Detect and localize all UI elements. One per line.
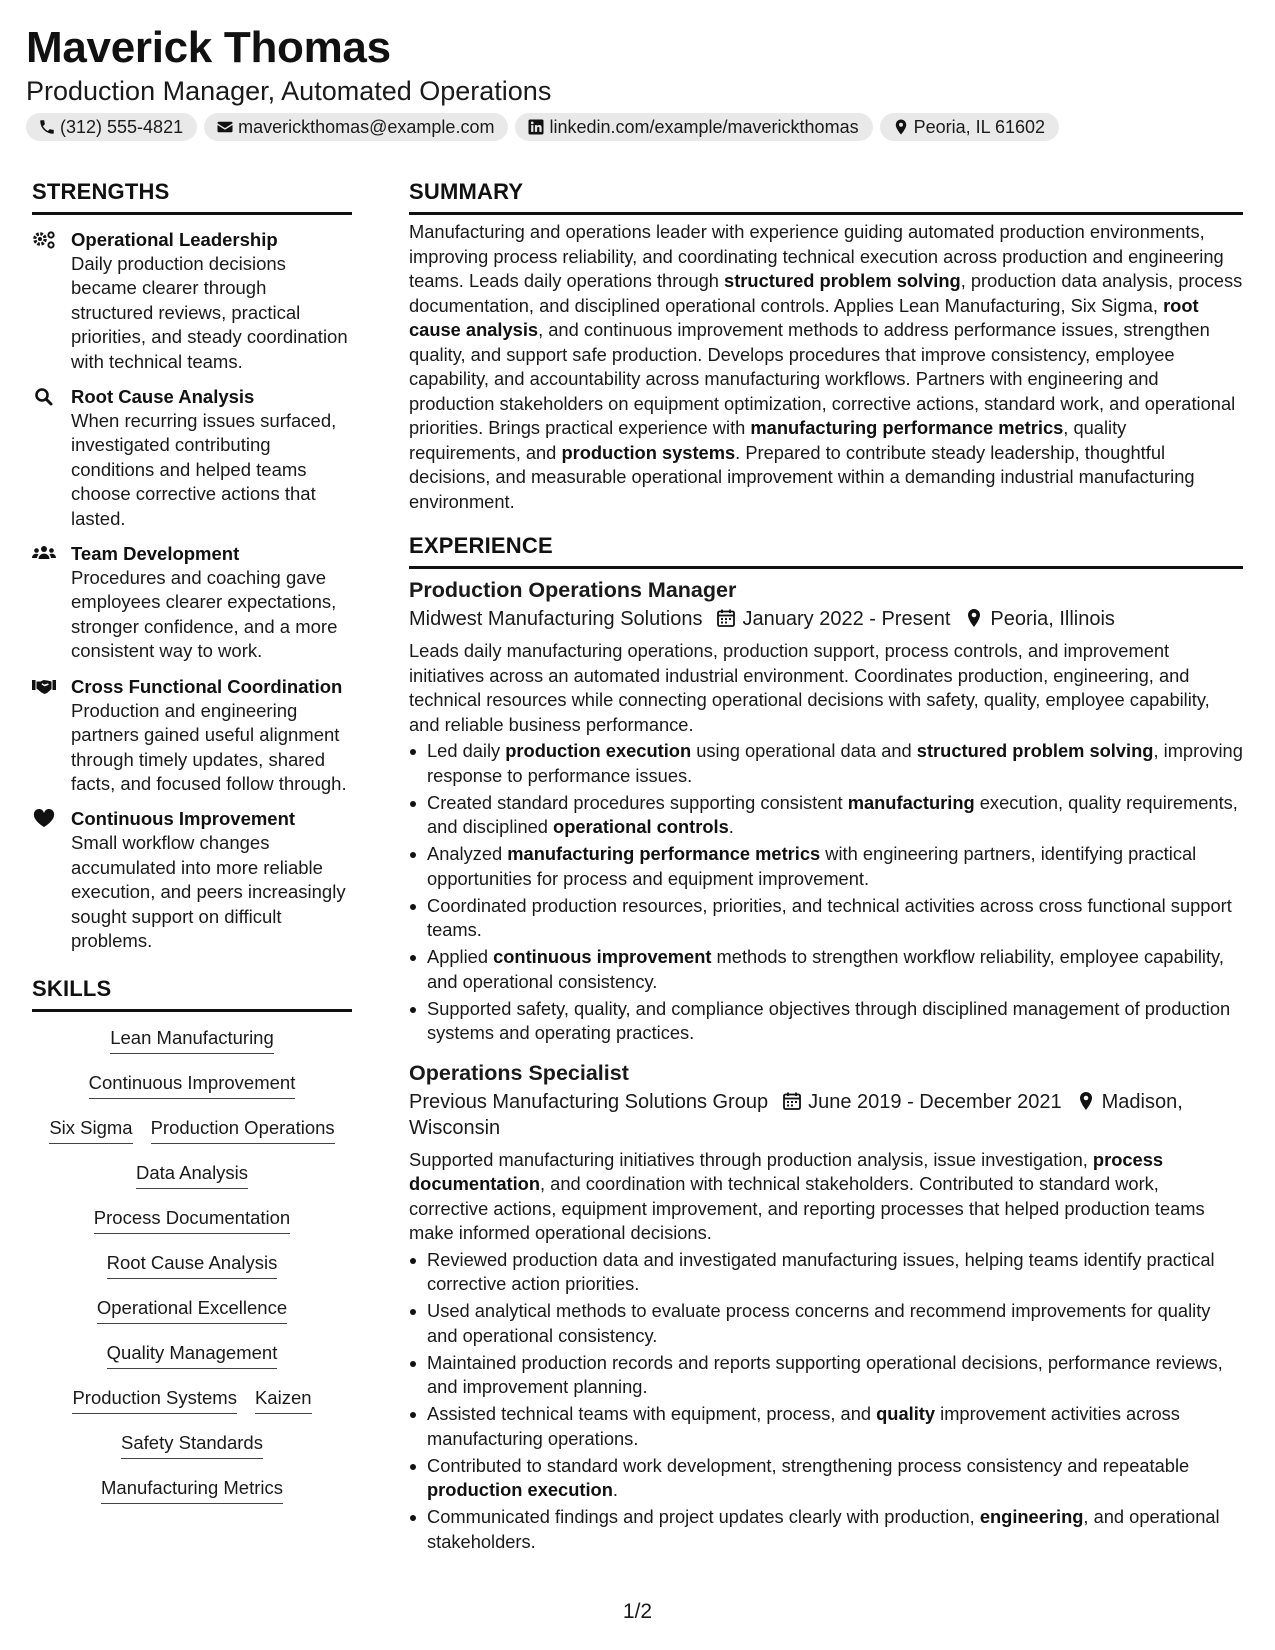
- achievement-bullet: Used analytical methods to evaluate process concerns and recommend improvements for quality and operational consistency.: [409, 1299, 1243, 1348]
- skill-tag: Six Sigma: [49, 1116, 132, 1144]
- contact-phone[interactable]: [26, 113, 197, 141]
- job-dates: June 2019 - December 2021: [808, 1090, 1062, 1113]
- job-company: Previous Manufacturing Solutions Group: [409, 1090, 769, 1113]
- bold-keyword: quality: [876, 1403, 936, 1424]
- skill-tag: Production Operations: [151, 1116, 335, 1144]
- job-description: Leads daily manufacturing operations, production support, process controls, and improvement initiatives across an automated industrial environment. Coordinates production, engineering, and technical resources while connecting operational decisions with safety, quality, employee capability, and reliable business performance.: [409, 640, 1210, 735]
- section-divider: [32, 212, 352, 215]
- job-achievements: [409, 1248, 1243, 1555]
- skill-tag: Continuous Improvement: [89, 1071, 296, 1099]
- job-location: Peoria, Illinois: [990, 608, 1115, 630]
- strength-description: Daily production decisions became clearer through structured reviews, practical priorities, and steady coordination with technical teams.: [71, 253, 348, 372]
- strength-title: Cross Functional Coordination: [71, 675, 343, 697]
- summary-text: Manufacturing and operations leader with experience guiding automated production environments, improving process reliability, and coordinating technical execution across production and engineering teams. Leads daily operations through structured problem solving, production data analysis, process documentation, and disciplined operational controls. Applies Lean Manufacturing, Six Sigma, root cause analysis, and continuous improvement methods to address performance issues, strengthen quality, and support safe production. Develops procedures that improve consistency, employee capability, and accountability across manufacturing workflows. Partners with engineering and production stakeholders on equipment optimization, corrective actions, standard work, and operational priorities. Brings practical experience with manufacturing performance metrics, quality requirements, and production systems. Prepared to contribute steady leadership, thoughtful decisions, and measurable operational improvement within a demanding industrial manufacturing environment.: [409, 221, 1243, 512]
- heart-icon: [32, 809, 56, 829]
- bold-keyword: production execution: [505, 740, 692, 761]
- left-column: [32, 178, 352, 1521]
- phone-icon: [38, 118, 56, 136]
- strength-item: [32, 228, 352, 374]
- job-description: Supported manufacturing initiatives through production analysis, issue investigation, process documentation, and coordination with technical stakeholders. Contributed to standard work, corrective actions, equipment improvement, and reporting processes that helped production teams make informed operational decisions.: [409, 1148, 1205, 1243]
- skill-tag: Kaizen: [255, 1386, 312, 1414]
- job-meta: [409, 1089, 1199, 1141]
- achievement-bullet: Coordinated production resources, priorities, and technical activities across cross functional support teams.: [409, 894, 1243, 943]
- bold-keyword: engineering: [979, 1506, 1084, 1527]
- achievement-bullet: Communicated findings and project updates clearly with production, engineering, and operational stakeholders.: [409, 1505, 1243, 1554]
- skill-tag: Quality Management: [107, 1341, 278, 1369]
- candidate-role: Production Manager, Automated Operations: [26, 76, 552, 106]
- section-divider: [409, 212, 1243, 215]
- strength-description: Production and engineering partners gained useful alignment through timely updates, shared facts, and focused follow through.: [71, 699, 347, 794]
- summary-heading: SUMMARY: [409, 179, 524, 204]
- location-pin-icon: [964, 608, 984, 628]
- contact-email[interactable]: [204, 113, 508, 141]
- bold-keyword: structured problem solving: [916, 740, 1154, 761]
- strength-item: [32, 807, 352, 953]
- bold-keyword: manufacturing performance metrics: [507, 843, 821, 864]
- gears-icon: [32, 230, 56, 250]
- bold-keyword: production execution: [427, 1479, 613, 1500]
- section-divider: [409, 566, 1243, 569]
- job-entry: [409, 1059, 1243, 1555]
- skills-list: [32, 1026, 352, 1521]
- job-title: Operations Specialist: [409, 1060, 629, 1085]
- candidate-name: Maverick Thomas: [26, 23, 391, 72]
- achievement-bullet: Created standard procedures supporting consistent manufacturing execution, quality requirements, and disciplined operational controls.: [409, 791, 1243, 840]
- contact-email-text: maverickthomas@example.com: [238, 116, 495, 137]
- achievement-bullet: Assisted technical teams with equipment, process, and quality improvement activities across manufacturing operations.: [409, 1402, 1243, 1451]
- strength-title: Team Development: [71, 543, 240, 565]
- calendar-icon: [716, 608, 736, 628]
- skill-tag: Safety Standards: [121, 1431, 263, 1459]
- skill-tag: Production Systems: [72, 1386, 237, 1414]
- bold-keyword: manufacturing performance metrics: [750, 417, 1064, 438]
- achievement-bullet: Led daily production execution using operational data and structured problem solving, improving response to performance issues.: [409, 739, 1243, 788]
- strength-title: Continuous Improvement: [71, 808, 296, 830]
- contact-phone-text: (312) 555-4821: [60, 116, 184, 137]
- achievement-bullet: Supported safety, quality, and compliance objectives through disciplined management of production systems and operating practices.: [409, 997, 1243, 1046]
- skill-tag: Process Documentation: [94, 1206, 290, 1234]
- skills-heading: SKILLS: [32, 976, 112, 1002]
- bold-keyword: production systems: [561, 441, 736, 463]
- bold-keyword: operational controls: [553, 816, 729, 837]
- right-column: [409, 178, 1243, 1557]
- experience-heading: EXPERIENCE: [409, 533, 553, 558]
- envelope-icon: [216, 118, 234, 136]
- skill-tag: Lean Manufacturing: [110, 1026, 274, 1054]
- job-location: Madison, Wisconsin: [409, 1090, 1183, 1139]
- handshake-icon: [32, 677, 56, 697]
- strengths-heading: STRENGTHS: [32, 179, 170, 204]
- people-group-icon: [32, 544, 56, 564]
- section-divider: [32, 1009, 352, 1012]
- contact-location[interactable]: [880, 113, 1059, 141]
- location-pin-icon: [892, 118, 910, 136]
- magnifier-icon: [32, 387, 56, 407]
- bold-keyword: root cause analysis: [409, 294, 1199, 340]
- strength-item: [32, 385, 352, 531]
- job-company: Midwest Manufacturing Solutions: [409, 608, 703, 630]
- skill-tag: Root Cause Analysis: [107, 1251, 278, 1279]
- achievement-bullet: Maintained production records and reports supporting operational decisions, performance reviews, and improvement planning.: [409, 1351, 1243, 1400]
- skill-tag: Data Analysis: [136, 1161, 248, 1189]
- achievement-bullet: Analyzed manufacturing performance metrics with engineering partners, identifying practical opportunities for process and equipment improvement.: [409, 842, 1243, 891]
- skill-tag: Operational Excellence: [97, 1296, 287, 1324]
- job-meta: [409, 606, 1243, 632]
- linkedin-icon: [527, 118, 545, 136]
- contact-linkedin-text: linkedin.com/example/maverickthomas: [549, 116, 859, 137]
- location-pin-icon: [1076, 1091, 1096, 1111]
- achievement-bullet: Contributed to standard work development, strengthening process consistency and repeatable production execution.: [409, 1454, 1243, 1503]
- strength-item: [32, 675, 352, 797]
- skill-tag: Manufacturing Metrics: [101, 1476, 283, 1504]
- job-dates: January 2022 - Present: [742, 608, 951, 630]
- strength-title: Root Cause Analysis: [71, 386, 255, 408]
- strength-description: Procedures and coaching gave employees clearer expectations, stronger confidence, and a more consistent way to work.: [71, 567, 338, 662]
- bold-keyword: continuous improvement: [493, 946, 712, 967]
- contact-linkedin[interactable]: [515, 113, 872, 141]
- bold-keyword: structured problem solving: [724, 270, 961, 291]
- job-achievements: [409, 739, 1243, 1046]
- strength-description: When recurring issues surfaced, investigated contributing conditions and helped teams choose corrective actions that lasted.: [71, 410, 337, 529]
- strength-description: Small workflow changes accumulated into more reliable execution, and peers increasingly sought support on difficult problems.: [71, 832, 346, 951]
- calendar-icon: [782, 1091, 802, 1111]
- bold-keyword: process documentation: [409, 1148, 1164, 1194]
- contact-bar: [26, 113, 1059, 141]
- page-number: 1/2: [622, 1600, 653, 1623]
- bold-keyword: manufacturing: [847, 791, 975, 813]
- job-title: Production Operations Manager: [409, 578, 737, 602]
- contact-location-text: Peoria, IL 61602: [913, 116, 1046, 137]
- job-entry: [409, 576, 1243, 1046]
- strength-item: [32, 542, 352, 664]
- achievement-bullet: Applied continuous improvement methods to strengthen workflow reliability, employee capability, and operational consistency.: [409, 945, 1243, 994]
- strength-title: Operational Leadership: [71, 229, 278, 250]
- achievement-bullet: Reviewed production data and investigated manufacturing issues, helping teams identify practical corrective action priorities.: [409, 1248, 1243, 1297]
